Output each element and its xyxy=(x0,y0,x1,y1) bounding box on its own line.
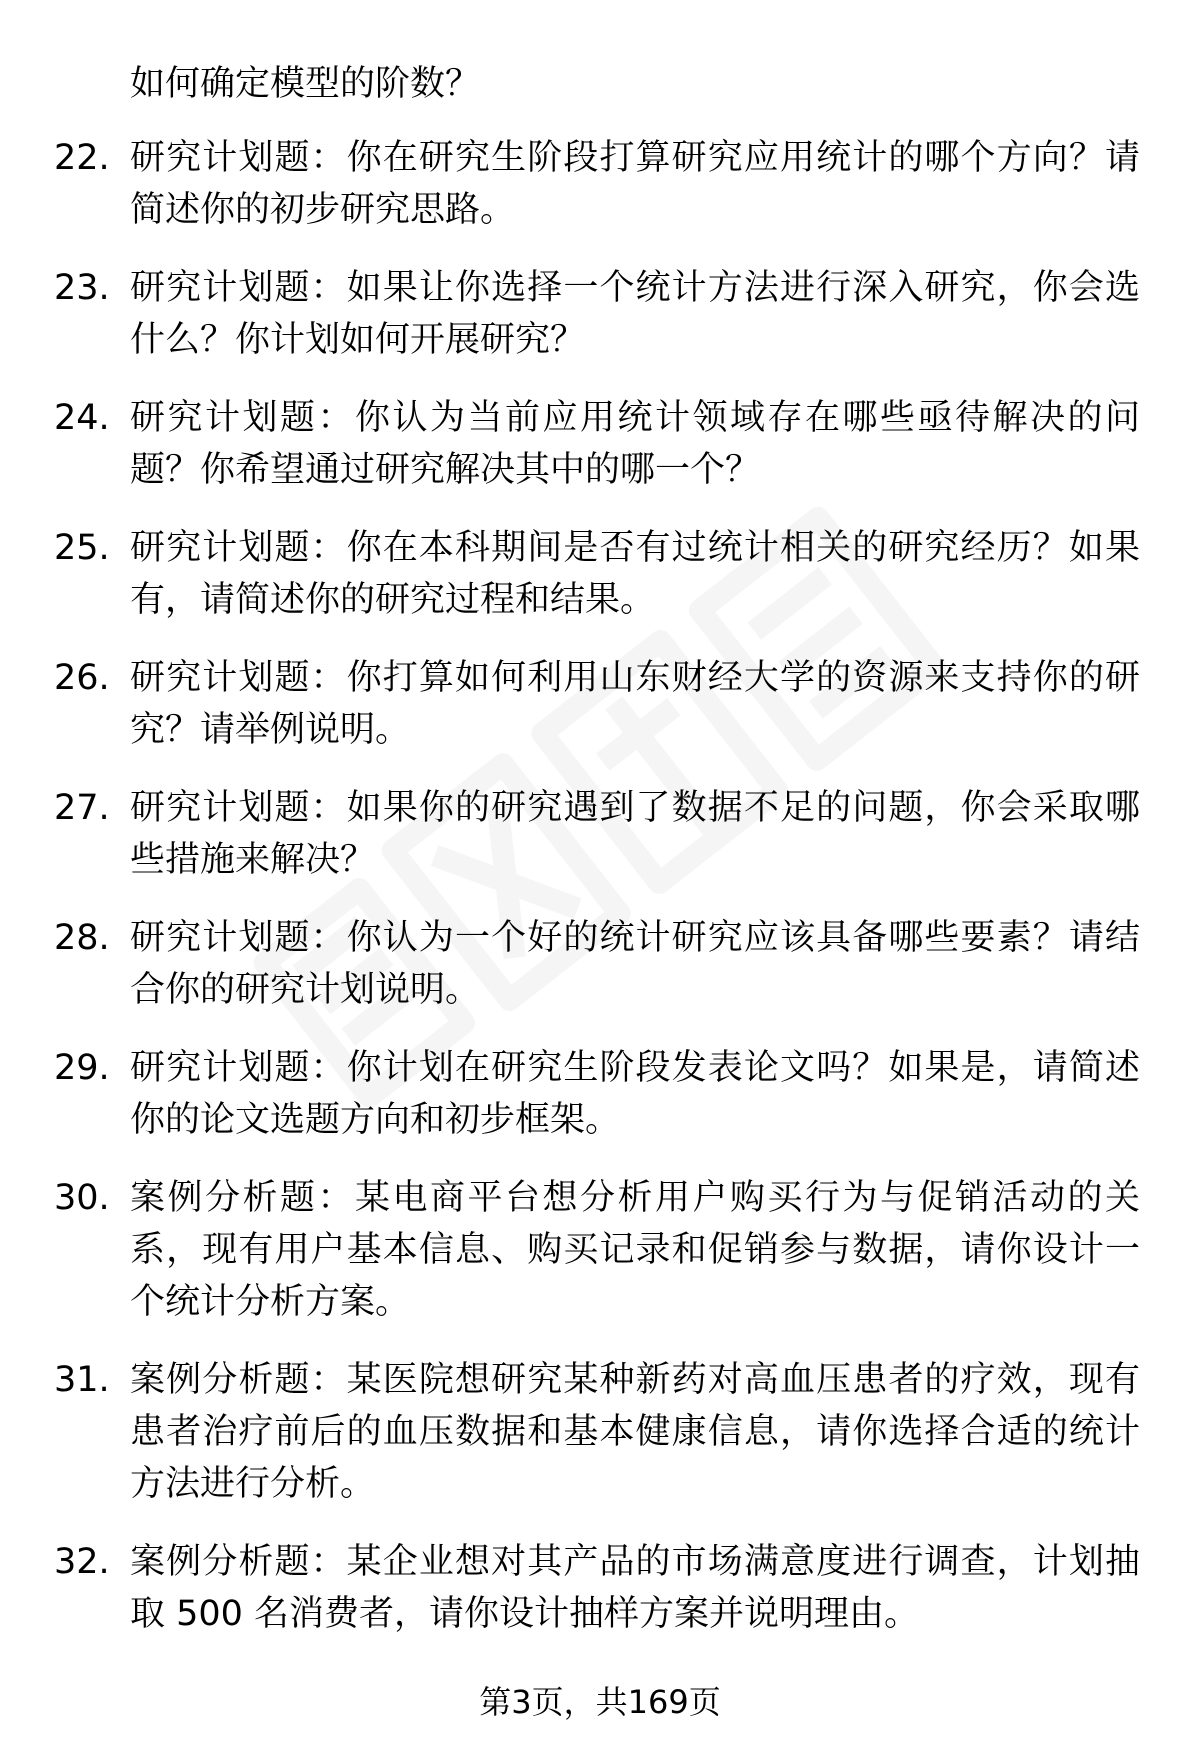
question-item-29 xyxy=(0,1042,1200,1146)
question-item-28 xyxy=(0,912,1200,1016)
question-item-30 xyxy=(0,1172,1200,1328)
question-text: 研究计划题：你认为当前应用统计领域存在哪些亟待解决的问题？你希望通过研究解决其中的哪一个？ xyxy=(130,398,1140,490)
question-item-26 xyxy=(0,652,1200,756)
question-item-23 xyxy=(0,262,1200,366)
question-item-25 xyxy=(0,522,1200,626)
question-number: 30. xyxy=(54,1178,110,1218)
question-text: 研究计划题：你计划在研究生阶段发表论文吗？如果是，请简述你的论文选题方向和初步框架。 xyxy=(130,1048,1140,1140)
question-number: 29. xyxy=(54,1048,110,1088)
previous-question-continuation: 如何确定模型的阶数？ xyxy=(130,64,481,104)
question-number: 31. xyxy=(54,1360,110,1400)
question-text: 研究计划题：你认为一个好的统计研究应该具备哪些要素？请结合你的研究计划说明。 xyxy=(130,918,1140,1010)
question-item-32 xyxy=(0,1536,1200,1640)
question-text: 案例分析题：某医院想研究某种新药对高血压患者的疗效，现有患者治疗前后的血压数据和基本健康信息，请你选择合适的统计方法进行分析。 xyxy=(130,1360,1140,1504)
question-text: 研究计划题：你打算如何利用山东财经大学的资源来支持你的研究？请举例说明。 xyxy=(130,658,1140,750)
page-footer: 第3页，共169页 xyxy=(479,1683,721,1721)
question-item-31 xyxy=(0,1354,1200,1510)
question-number: 27. xyxy=(54,788,110,828)
question-text: 研究计划题：你在研究生阶段打算研究应用统计的哪个方向？请简述你的初步研究思路。 xyxy=(130,138,1140,230)
question-number: 32. xyxy=(54,1542,110,1582)
question-text: 案例分析题：某电商平台想分析用户购买行为与促销活动的关系，现有用户基本信息、购买记录和促销参与数据，请你设计一个统计分析方案。 xyxy=(130,1178,1140,1322)
question-number: 28. xyxy=(54,918,110,958)
question-number: 24. xyxy=(54,398,110,438)
question-text: 案例分析题：某企业想对其产品的市场满意度进行调查，计划抽取 500 名消费者，请你设计抽样方案并说明理由。 xyxy=(130,1542,1140,1634)
question-item-24 xyxy=(0,392,1200,496)
question-list xyxy=(0,132,1200,1666)
question-number: 22. xyxy=(54,138,110,178)
question-item-22 xyxy=(0,132,1200,236)
question-number: 26. xyxy=(54,658,110,698)
question-text: 研究计划题：如果你的研究遇到了数据不足的问题，你会采取哪些措施来解决？ xyxy=(130,788,1140,880)
question-number: 23. xyxy=(54,268,110,308)
question-text: 研究计划题：你在本科期间是否有过统计相关的研究经历？如果有，请简述你的研究过程和结果。 xyxy=(130,528,1140,620)
question-number: 25. xyxy=(54,528,110,568)
question-item-27 xyxy=(0,782,1200,886)
question-text: 研究计划题：如果让你选择一个统计方法进行深入研究，你会选什么？你计划如何开展研究？ xyxy=(130,268,1140,360)
